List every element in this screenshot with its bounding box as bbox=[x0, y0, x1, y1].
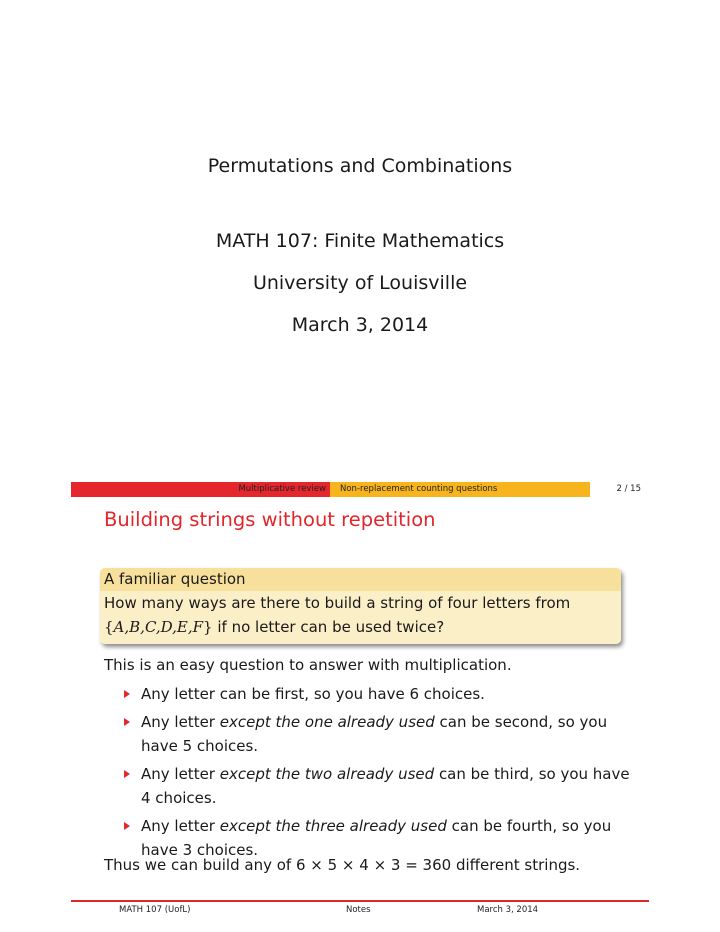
footer-center: Notes bbox=[346, 905, 371, 915]
nav-section-1[interactable] bbox=[71, 482, 330, 497]
bullet-text: can be fourth, so you have 3 choices. bbox=[141, 817, 612, 859]
block-line-2-rest: if no letter can be used twice? bbox=[212, 618, 445, 636]
bullet-triangle-icon bbox=[124, 770, 130, 778]
list-item bbox=[124, 762, 634, 810]
institution-name: University of Louisville bbox=[252, 272, 468, 294]
list-item bbox=[124, 710, 634, 758]
bullet-triangle-icon bbox=[124, 718, 130, 726]
footer-right: March 3, 2014 bbox=[477, 905, 539, 915]
bullet-text: Any letter bbox=[141, 765, 220, 783]
bullet-text: Any letter can be first, so you have 6 choices. bbox=[141, 685, 485, 703]
list-item bbox=[124, 814, 634, 862]
conclusion-text: Thus we can build any of 6 × 5 × 4 × 3 = 360 different strings. bbox=[104, 856, 581, 874]
block-body bbox=[100, 591, 621, 644]
bullet-text: Any letter bbox=[141, 713, 220, 731]
section-navbar bbox=[71, 482, 649, 497]
block-line-2 bbox=[104, 615, 621, 639]
intro-text: This is an easy question to answer with multiplication. bbox=[104, 656, 512, 674]
presentation-title: Permutations and Combinations bbox=[207, 155, 513, 177]
set-open-brace: { bbox=[104, 618, 114, 636]
block-heading: A familiar question bbox=[100, 568, 621, 591]
bullet-emphasis: except the three already used bbox=[219, 817, 447, 835]
nav-page-area bbox=[590, 482, 649, 497]
bullet-triangle-icon bbox=[124, 822, 130, 830]
nav-section-1-label: Multiplicative review bbox=[238, 484, 326, 494]
bullet-text: can be third, so you have 4 choices. bbox=[141, 765, 630, 807]
set-close-brace: } bbox=[203, 618, 213, 636]
question-block bbox=[100, 568, 621, 644]
footer-divider bbox=[71, 900, 649, 902]
nav-section-2-label: Non-replacement counting questions bbox=[340, 484, 498, 494]
bullet-text: Any letter bbox=[141, 817, 220, 835]
course-name: MATH 107: Finite Mathematics bbox=[215, 230, 505, 252]
bullet-triangle-icon bbox=[124, 690, 130, 698]
bullet-emphasis: except the two already used bbox=[219, 765, 435, 783]
list-item bbox=[124, 682, 634, 706]
slide-title: Building strings without repetition bbox=[104, 508, 436, 531]
bullet-emphasis: except the one already used bbox=[219, 713, 435, 731]
footer-left: MATH 107 (UofL) bbox=[119, 905, 191, 915]
nav-section-2[interactable] bbox=[330, 482, 590, 497]
letter-set: A,B,C,D,E,F bbox=[113, 618, 204, 636]
block-line-1: How many ways are there to build a string of four letters from bbox=[104, 594, 571, 612]
bullet-list bbox=[124, 682, 634, 866]
bullet-text: can be second, so you have 5 choices. bbox=[141, 713, 608, 755]
page-number: 2 / 15 bbox=[616, 484, 641, 494]
presentation-date: March 3, 2014 bbox=[291, 314, 429, 336]
